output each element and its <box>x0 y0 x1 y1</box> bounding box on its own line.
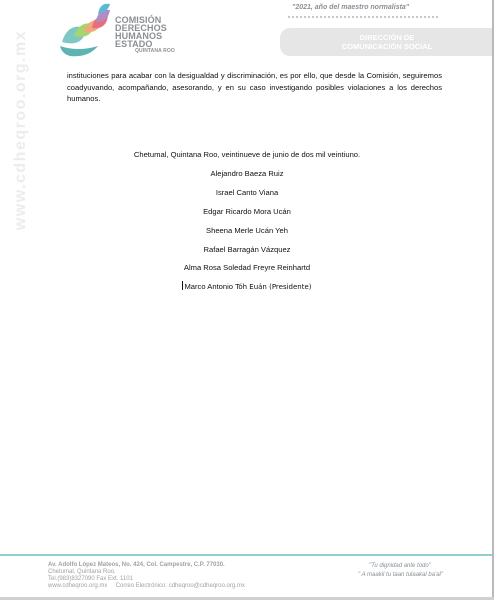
body-paragraph: instituciones para acabar con la desigualdad y discriminación, es por ello, que desde la Comisión, seguiremos coadyuvando, acompañando, asesorando, y en su caso investigando posibles violaciones a los derechos humanos. <box>67 71 442 103</box>
signer-name: Alma Rosa Soledad Freyre Reinhartd <box>183 263 311 272</box>
org-name-line: DERECHOS <box>115 23 167 33</box>
year-motto: "2021, año del maestro normalista" <box>292 4 410 11</box>
footer-phone: Tel.(983)8327090 Fax Ext. 1101 <box>48 576 133 582</box>
signer-name-president <box>0 281 494 291</box>
signer-name: Edgar Ricardo Mora Ucán <box>203 207 291 216</box>
footer-address: Av. Adolfo López Mateos, No. 424, Col. Campestre, C.P. 77030. <box>48 562 225 568</box>
dotted-divider <box>288 16 438 18</box>
motto-spanish: "Tu dignidad ante todo" <box>369 563 431 569</box>
signer-name-suffix: Tóh Euán (Presidente) <box>233 283 312 291</box>
department-line: COMUNICACIÓN SOCIAL <box>341 42 433 51</box>
footer-contact <box>48 562 245 590</box>
organization-name <box>115 16 175 55</box>
org-name-line: COMISIÓN <box>115 15 162 25</box>
signer-name: Sheena Merle Ucán Yeh <box>206 226 288 235</box>
org-state: QUINTANA ROO <box>135 48 175 54</box>
signer-name-first: Marco Antonio <box>184 282 234 291</box>
footer-divider <box>0 554 494 556</box>
side-watermark-url: www.cdheqroo.org.mx <box>12 29 29 231</box>
motto-maya: " A maakil tu taan tulaakal ba'al" <box>358 572 444 578</box>
signer-name: Rafael Barragán Vázquez <box>203 245 291 254</box>
place-date: Chetumal, Quintana Roo, veintinueve de junio de dos mil veintiuno. <box>133 150 361 159</box>
org-name-line: ESTADO <box>115 39 153 49</box>
cdheqroo-logo <box>58 2 114 58</box>
footer-motto <box>355 562 443 580</box>
footer-web-email: www.cdheqroo.org.mx Correo Electrónico: cdheqroo@cdheqroo.org.mx <box>48 583 245 589</box>
footer-city: Chetumal, Quintana Roo. <box>48 569 116 575</box>
logo-base <box>60 46 98 56</box>
department-line: DIRECCIÓN DE <box>359 33 415 42</box>
signer-name: Alejandro Baeza Ruiz <box>210 169 284 178</box>
signer-name: Israel Canto Viana <box>215 188 279 197</box>
department-banner <box>280 28 494 56</box>
org-name-line: HUMANOS <box>115 31 163 41</box>
